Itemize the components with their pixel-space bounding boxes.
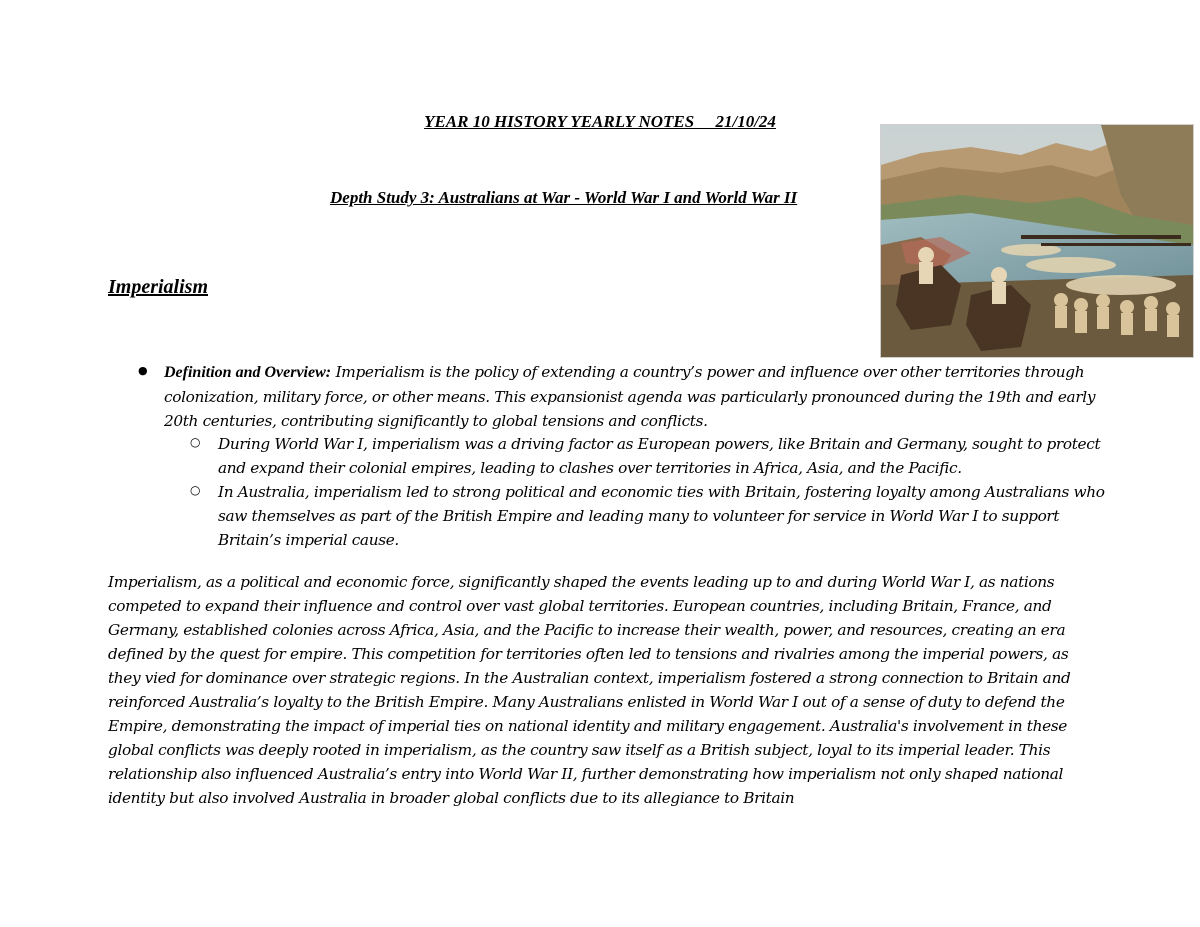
sub-bullet-ww1: During World War I, imperialism was a driving factor as European powers, like Britain and Germany, sought to protect and expand their colonial empires, leading to clashes over territories in Africa, Asia, and the Pacific. — [218, 435, 1101, 477]
bullet-definition — [164, 360, 1104, 433]
section-heading-imperialism: Imperialism — [108, 276, 209, 298]
document-title: YEAR 10 HISTORY YEARLY NOTES 21/10/24 — [424, 112, 776, 131]
bullet-label: Definition and Overview: — [164, 364, 332, 381]
war-painting-image — [880, 124, 1194, 358]
sub-bullet-marker: ○ — [190, 435, 201, 449]
depth-study-subtitle: Depth Study 3: Australians at War - World War I and World War II — [330, 188, 798, 207]
sub-bullet-marker: ○ — [190, 483, 201, 497]
body-paragraph: Imperialism, as a political and economic force, significantly shaped the events leading up to and during World War I, as nations competed to expand their influence and control over vast global territories. European countries, including Britain, France, and Germany, established colonies across Africa, Asia, and the Pacific to increase their wealth, power, and resources, creating an era defined by the quest for empire. This competition for territories often led to tensions and rivalries among the imperial powers, as they vied for dominance over strategic regions. In the Australian context, imperialism fostered a strong connection to Britain and reinforced Australia’s loyalty to the British Empire. Many Australians enlisted in World War I out of a sense of duty to defend the Empire, demonstrating the impact of imperial ties on national identity and military engagement. Australia's involvement in these global conflicts was deeply rooted in imperialism, as the country saw itself as a British subject, loyal to its imperial leader. This relationship also influenced Australia’s entry into World War II, further demonstrating how imperialism not only shaped national identity but also involved Australia in broader global conflicts due to its allegiance to Britain — [108, 573, 1071, 807]
bullet-marker: ● — [138, 364, 148, 377]
sub-bullet-australia: In Australia, imperialism led to strong political and economic ties with Britain, fostering loyalty among Australians who saw themselves as part of the British Empire and leading many to volunteer for service in World War I to support Britain’s imperial cause. — [218, 483, 1105, 549]
bullet-text: Imperialism is the policy of extending a country’s power and influence over other territories through colonization, military force, or other means. This expansionist agenda was particularly pronounced during the 19th and early 20th centuries, contributing significantly to global tensions and conflicts. — [164, 363, 1096, 430]
